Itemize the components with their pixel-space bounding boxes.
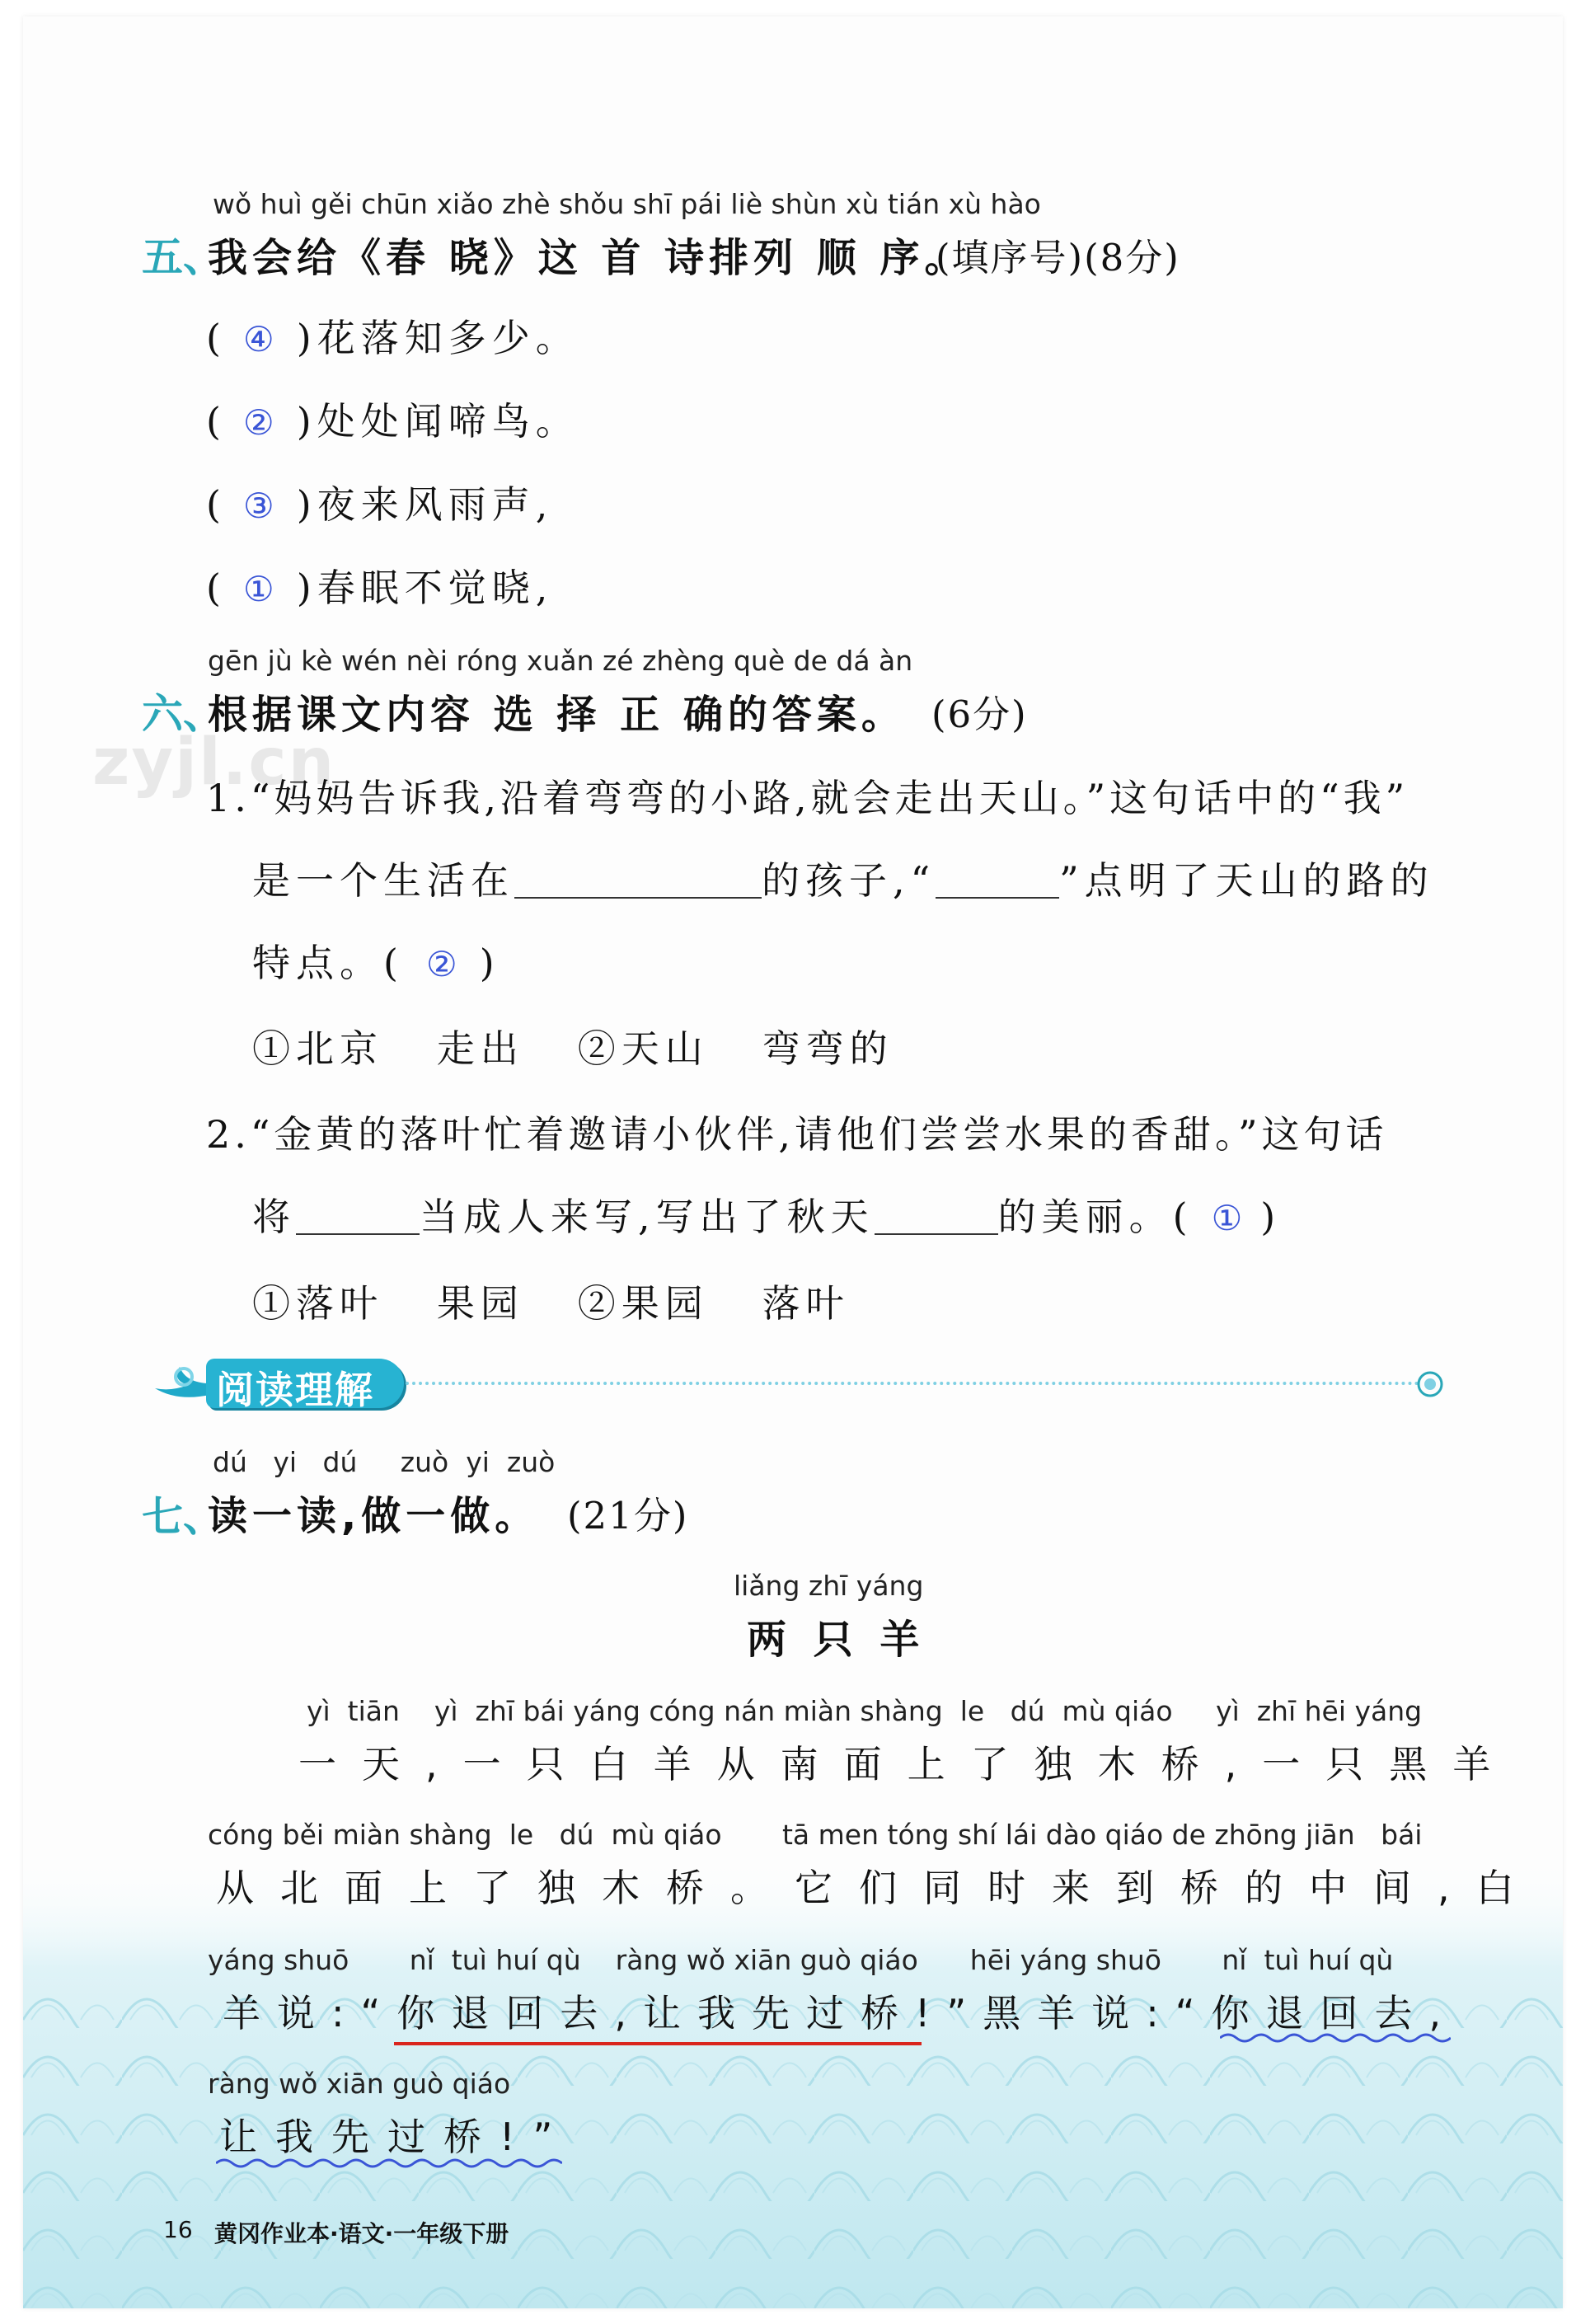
story-pinyin-1: yì tiān yì zhī bái yáng cóng nán miàn shàng le dú mù qiáo yì zhī hēi yáng (307, 1695, 1423, 1727)
banner-dotted-line (406, 1382, 1419, 1385)
section7-pinyin: dú yi dú zuò yi zuò (213, 1446, 556, 1478)
order-line-4 (206, 558, 553, 613)
order-line-3 (206, 475, 553, 529)
q1-blank-1[interactable] (514, 861, 762, 899)
q1-line-1: 1.“妈妈告诉我,沿着弯弯的小路,就会走出天山。”这句话中的“我” (206, 776, 1409, 820)
story-title: 两 只 羊 (747, 1617, 926, 1663)
order-answer-2: ② (243, 402, 274, 443)
q1-line-2 (252, 851, 1434, 905)
q1-text-b: 的孩子,“ (762, 858, 936, 903)
open-paren: ( (206, 399, 221, 444)
q2-text-a: 将 (252, 1195, 296, 1239)
order-text-2: )处处闻啼鸟。 (296, 399, 579, 444)
q1-text-a: 是一个生活在 (252, 858, 514, 903)
story-line-1: 一天,一只白羊从南面上了独木桥,一只黑羊 (298, 1742, 1517, 1786)
q2-line-2 (252, 1187, 1275, 1242)
book-title: 黄冈作业本·语文·一年级下册 (214, 2220, 509, 2247)
order-text-4: )春眠不觉晓, (296, 566, 554, 610)
section6-title: 根据课文内容 选 择 正 确的答案。 (208, 692, 906, 738)
story-title-pinyin: liǎng zhī yáng (734, 1570, 924, 1602)
q2-blank-1[interactable] (296, 1197, 420, 1235)
q1-options: ①北京 走出 ②天山 弯弯的 (252, 1026, 894, 1071)
story-pinyin-3: yáng shuō nǐ tuì huí qù ràng wǒ xiān guò qiáo hēi yáng shuō nǐ tuì huí qù (208, 1944, 1394, 1976)
section6-pinyin: gēn jù kè wén nèi róng xuǎn zé zhèng què de dá àn (208, 645, 913, 677)
q2-answer: ① (1211, 1198, 1243, 1238)
section5-number: 五、 (142, 233, 224, 281)
q2-options: ①落叶 果园 ②果园 落叶 (252, 1281, 850, 1326)
section7-score: (21分) (567, 1494, 689, 1538)
q2-blank-2[interactable] (875, 1197, 998, 1235)
section6-score: (6分) (931, 693, 1028, 736)
section6-number: 六、 (142, 690, 224, 738)
order-line-2 (206, 392, 579, 446)
open-paren: ( (206, 316, 221, 360)
red-underline (394, 2042, 922, 2045)
order-answer-1: ④ (243, 319, 274, 359)
order-line-1 (206, 308, 579, 363)
banner-end-ornament-icon (1416, 1370, 1444, 1398)
q2-text-b: 当成人来写,写出了秋天 (420, 1195, 875, 1239)
q2-line-1: 2.“金黄的落叶忙着邀请小伙伴,请他们尝尝水果的香甜。”这句话 (206, 1112, 1388, 1157)
section5-title: 我会给《春 晓》这 首 诗排列 顺 序。 (208, 235, 969, 281)
q1-close-paren: ) (479, 941, 495, 985)
order-answer-3: ③ (243, 486, 274, 526)
story-line-2: 从北面上了独木桥。它们同时来到桥的中间,白 (216, 1866, 1541, 1910)
q2-text-c: 的美丽。( (997, 1195, 1194, 1239)
open-paren: ( (206, 566, 221, 610)
q1-blank-2[interactable] (936, 861, 1059, 899)
reading-banner-label: 阅读理解 (216, 1368, 374, 1412)
order-answer-4: ① (243, 569, 274, 609)
q1-line-3 (252, 933, 495, 988)
story-line-4: 让我先过桥!” (219, 2115, 571, 2159)
story-line-3: 羊说:“你退回去,让我先过桥!”黑羊说:“你退回去, (223, 1991, 1458, 2035)
reading-banner (206, 1359, 404, 1412)
q1-text-d: 特点。( (252, 941, 404, 985)
watermark: zyjl.cn (92, 725, 336, 800)
wavy-underline-1 (1220, 2030, 1451, 2046)
q2-close-paren: ) (1260, 1195, 1276, 1239)
order-text-1: )花落知多少。 (296, 316, 579, 360)
section5-score: (填序号)(8分) (936, 236, 1180, 279)
story-pinyin-4: ràng wǒ xiān guò qiáo (208, 2068, 511, 2100)
q1-text-c: ”点明了天山的路的 (1059, 858, 1434, 903)
page-number: 16 (163, 2216, 193, 2243)
section5-pinyin: wǒ huì gěi chūn xiǎo zhè shǒu shī pái liè shùn xù tián xù hào (213, 188, 1041, 220)
order-text-3: )夜来风雨声, (296, 482, 554, 527)
open-paren: ( (206, 482, 221, 527)
q1-answer: ② (426, 944, 457, 984)
wavy-underline-2 (216, 2155, 562, 2171)
section7-title: 读一读,做一做。 (208, 1493, 540, 1539)
section7-number: 七、 (142, 1493, 224, 1541)
story-pinyin-2: cóng běi miàn shàng le dú mù qiáo tā men tóng shí lái dào qiáo de zhōng jiān bái (208, 1819, 1423, 1851)
